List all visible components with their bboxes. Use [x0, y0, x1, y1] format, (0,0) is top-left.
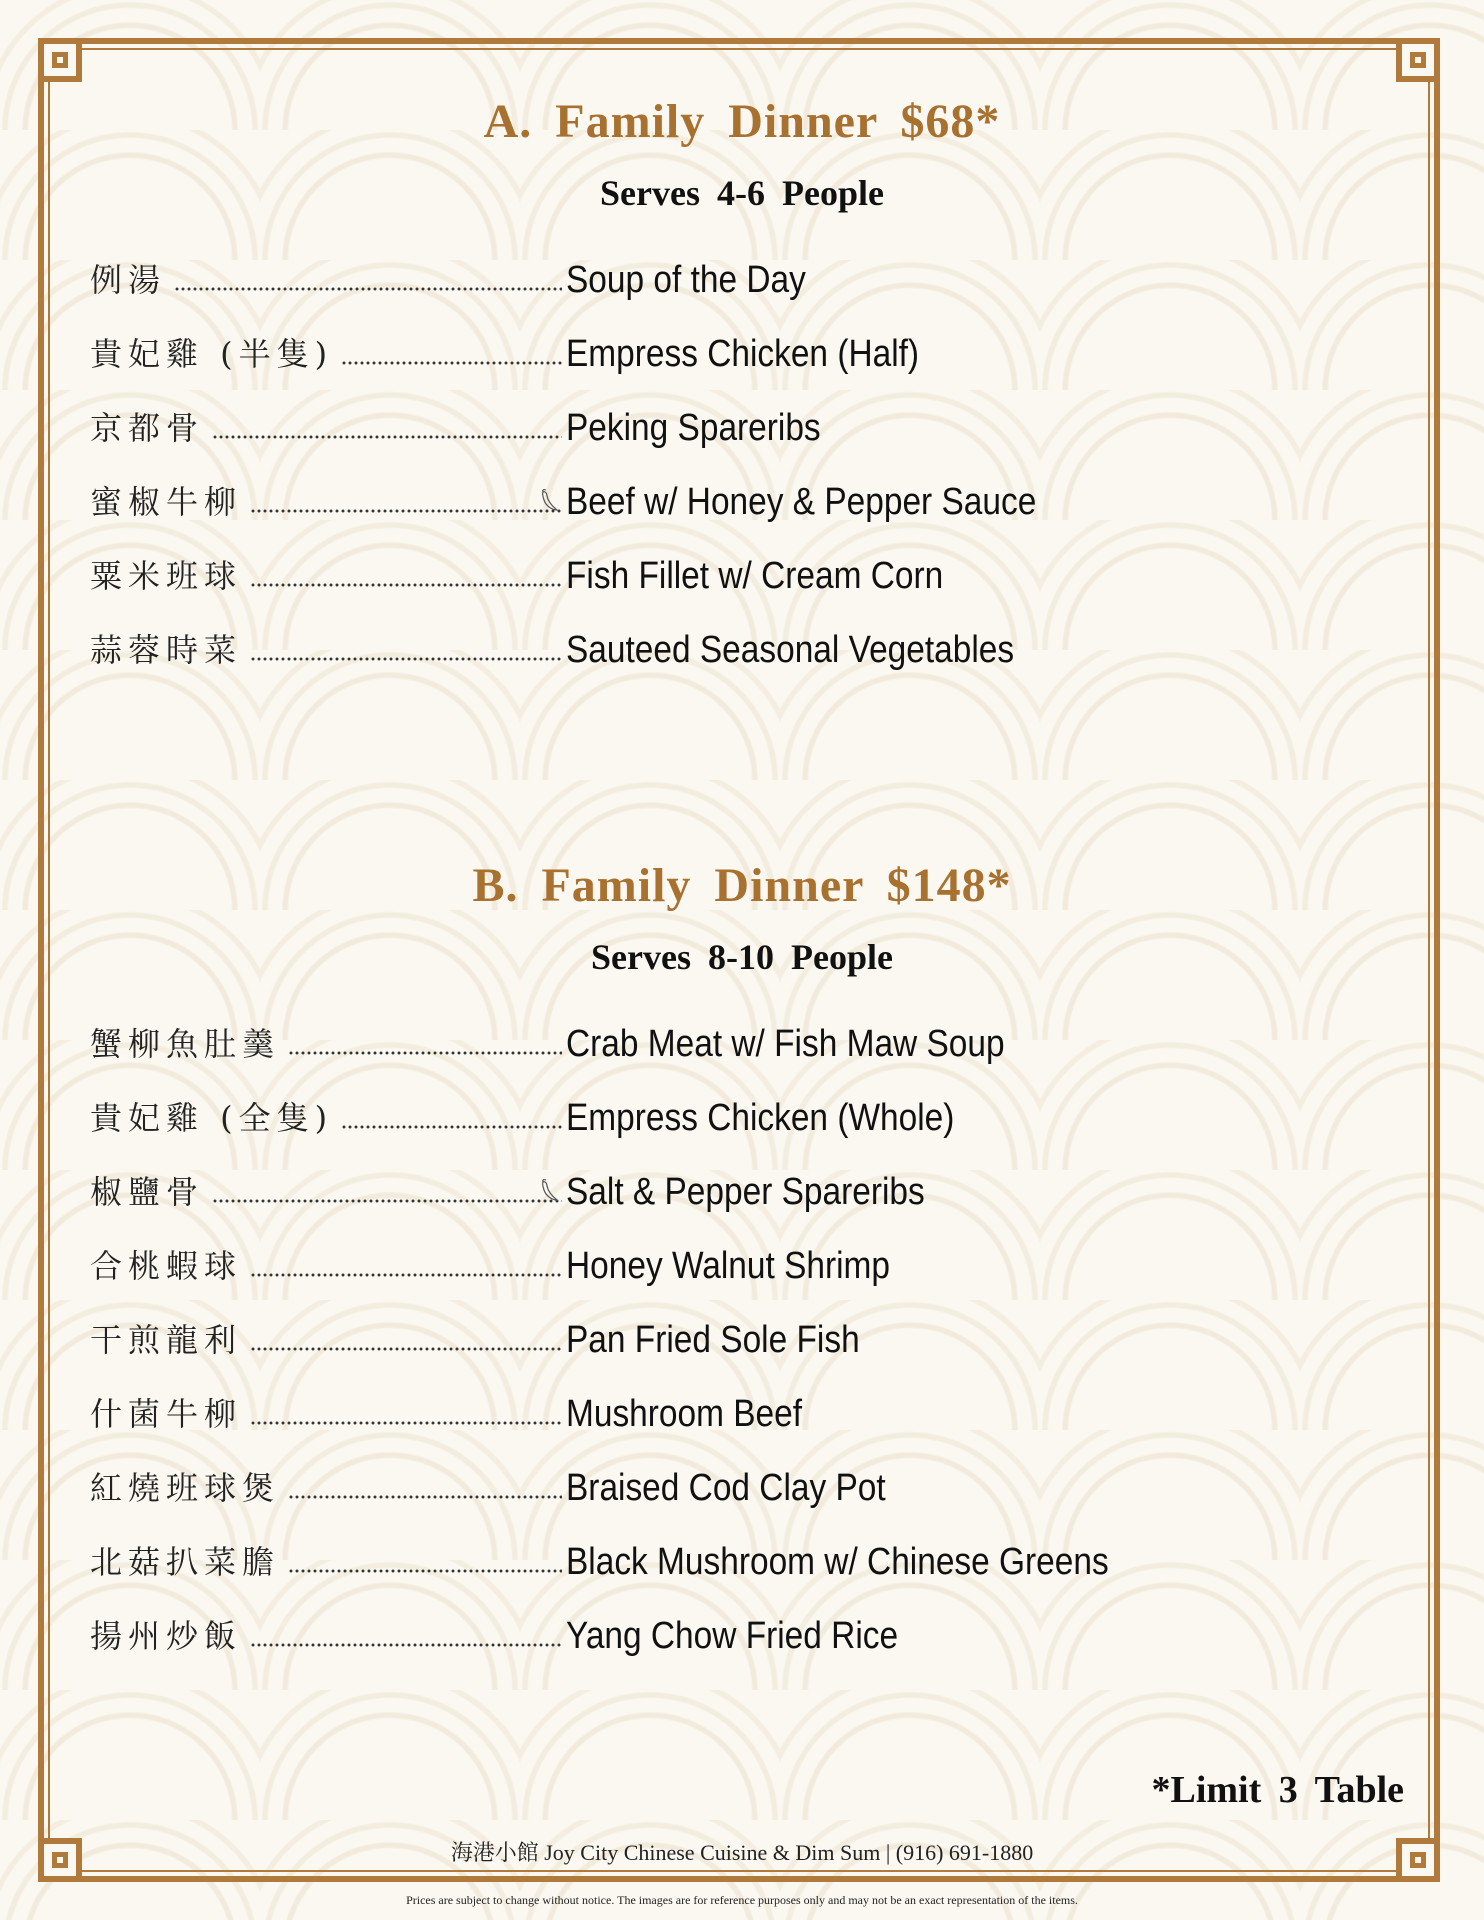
dot-leader	[288, 1568, 562, 1574]
chili-pepper-icon	[538, 488, 560, 514]
menu-item	[90, 1532, 1190, 1606]
menu-item-chinese-name: 紅燒班球煲	[90, 1469, 281, 1507]
menu-item	[90, 472, 1190, 546]
section-b-title: B. Family Dinner $148*	[472, 859, 1012, 912]
menu-item-chinese-name: 什菌牛柳	[90, 1395, 243, 1433]
menu-item-english-name: Sauteed Seasonal Vegetables	[566, 629, 1015, 671]
menu-item	[90, 1162, 1190, 1236]
dot-leader	[288, 1050, 562, 1056]
dot-leader	[250, 582, 562, 588]
menu-item-english-name: Soup of the Day	[566, 259, 806, 301]
menu-item-chinese-name: 例湯	[90, 261, 167, 299]
dot-leader	[341, 1124, 562, 1130]
menu-item	[90, 398, 1190, 472]
dot-leader	[174, 286, 562, 292]
disclaimer: Prices are subject to change without notice. The images are for reference purposes only and may not be an exact representation of the items.	[406, 1893, 1078, 1907]
dot-leader	[250, 1346, 562, 1352]
dot-leader	[212, 1198, 562, 1204]
menu-item	[90, 620, 1190, 694]
chili-pepper-icon	[538, 1178, 560, 1204]
dot-leader	[250, 508, 562, 514]
section-a-subtitle: Serves 4-6 People	[600, 173, 884, 213]
menu-item-english-name: Braised Cod Clay Pot	[566, 1467, 886, 1509]
restaurant-footer: 海港小館 Joy City Chinese Cuisine & Dim Sum | (916) 691-1880	[450, 1840, 1034, 1865]
menu-item-english-name: Empress Chicken (Half)	[566, 333, 920, 375]
section-a-title: A. Family Dinner $68*	[483, 95, 1001, 148]
menu-item-english-name: Empress Chicken (Whole)	[566, 1097, 955, 1139]
limit-note: *Limit 3 Table	[1151, 1769, 1404, 1811]
menu-item-chinese-name: 京都骨	[90, 409, 205, 447]
menu-item-english-name: Black Mushroom w/ Chinese Greens	[566, 1541, 1109, 1583]
menu-item	[90, 324, 1190, 398]
menu-item-english-name: Peking Spareribs	[566, 407, 821, 449]
dot-leader	[341, 360, 562, 366]
menu-item-english-name: Honey Walnut Shrimp	[566, 1245, 891, 1287]
menu-item-english-name: Beef w/ Honey & Pepper Sauce	[566, 481, 1037, 523]
menu-item	[90, 1606, 1190, 1680]
menu-item-english-name: Salt & Pepper Spareribs	[566, 1171, 925, 1213]
dot-leader	[250, 1272, 562, 1278]
menu-item-chinese-name: 椒鹽骨	[90, 1173, 205, 1211]
menu-item-english-name: Pan Fried Sole Fish	[566, 1319, 860, 1361]
corner-ornament	[38, 38, 82, 82]
menu-item-chinese-name: 蟹柳魚肚羹	[90, 1025, 281, 1063]
menu-item-chinese-name: 北菇扒菜膽	[90, 1543, 281, 1581]
menu-item	[90, 546, 1190, 620]
menu-item	[90, 1384, 1190, 1458]
menu-item-english-name: Crab Meat w/ Fish Maw Soup	[566, 1023, 1005, 1065]
menu-item-chinese-name: 蜜椒牛柳	[90, 483, 243, 521]
menu-item-chinese-name: 揚州炒飯	[90, 1617, 243, 1655]
menu-item-english-name: Fish Fillet w/ Cream Corn	[566, 555, 944, 597]
menu-item-english-name: Yang Chow Fried Rice	[566, 1615, 899, 1657]
menu-item-chinese-name: 貴妃雞 (半隻)	[90, 335, 334, 373]
menu-item-chinese-name: 蒜蓉時菜	[90, 631, 243, 669]
menu-item-chinese-name: 粟米班球	[90, 557, 243, 595]
dot-leader	[250, 1642, 562, 1648]
menu-item-chinese-name: 合桃蝦球	[90, 1247, 243, 1285]
dot-leader	[288, 1494, 562, 1500]
section-b-subtitle: Serves 8-10 People	[591, 937, 893, 977]
dot-leader	[250, 1420, 562, 1426]
menu-item	[90, 1458, 1190, 1532]
menu-item-chinese-name: 貴妃雞 (全隻)	[90, 1099, 334, 1137]
menu-item-english-name: Mushroom Beef	[566, 1393, 803, 1435]
menu-item-chinese-name: 干煎龍利	[90, 1321, 243, 1359]
dot-leader	[250, 656, 562, 662]
menu-item	[90, 1310, 1190, 1384]
menu-item	[90, 1236, 1190, 1310]
section-b-menu-list	[90, 1014, 1190, 1680]
menu-item	[90, 250, 1190, 324]
menu-item	[90, 1088, 1190, 1162]
dot-leader	[212, 434, 562, 440]
section-a-menu-list	[90, 250, 1190, 694]
menu-item	[90, 1014, 1190, 1088]
corner-ornament	[1396, 38, 1440, 82]
